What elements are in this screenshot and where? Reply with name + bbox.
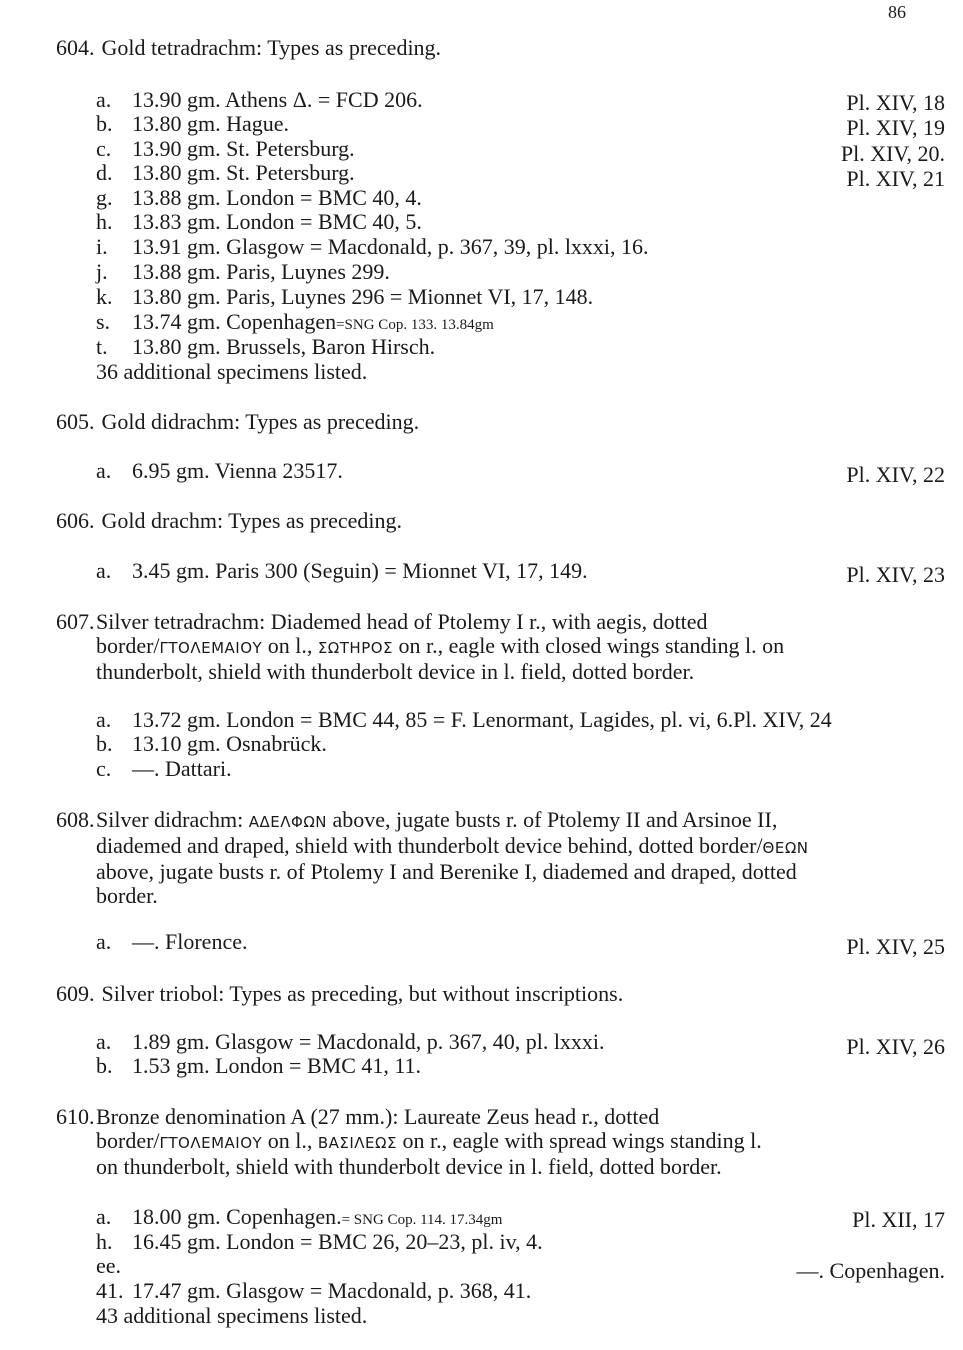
specimen-text: 17.47 gm. Glasgow = Macdonald, p. 368, 41.	[132, 1278, 532, 1303]
specimen-label: a.	[96, 707, 112, 732]
specimen-label: g.	[96, 185, 113, 210]
specimen-label: k.	[96, 284, 113, 309]
specimen-text: 13.80 gm. Hague.	[132, 111, 290, 136]
specimen	[96, 260, 390, 285]
specimen	[96, 112, 289, 137]
specimen-text: 1.89 gm. Glasgow = Macdonald, p. 367, 40, pl. lxxxi.	[132, 1029, 605, 1054]
specimen-label: h.	[96, 1229, 113, 1254]
specimen	[96, 335, 435, 360]
greek-inscription: ΑΔΕΛΦΩΝ	[248, 813, 328, 831]
entry-610-heading	[56, 1105, 96, 1129]
greek-inscription: ΣΩΤΗΡΟΣ	[317, 639, 394, 657]
specimen-label: 41.	[96, 1278, 124, 1303]
entry-610-description	[96, 1105, 956, 1179]
specimen	[96, 708, 832, 733]
specimen	[96, 1030, 605, 1055]
specimen-text: 13.72 gm. London = BMC 44, 85 = F. Lenormant, Lagides, pl. vi, 6.Pl. XIV, 24	[132, 707, 832, 732]
entry-607-heading	[56, 610, 96, 634]
entry-607-description	[96, 610, 956, 684]
description-line	[96, 1129, 956, 1155]
description-line: on thunderbolt, shield with thunderbolt device in l. field, dotted border.	[96, 1154, 722, 1179]
specimen-label: b.	[96, 731, 113, 756]
specimen-text: —. Dattari.	[132, 756, 232, 781]
specimen-note: =SNG Cop. 133. 13.84gm	[336, 317, 494, 333]
specimen-label: t.	[96, 334, 108, 359]
specimen-label: ee.	[96, 1253, 122, 1278]
specimen	[96, 88, 423, 113]
entry-604-heading	[56, 36, 441, 60]
specimen	[96, 161, 355, 186]
entry-number: 609.	[56, 981, 95, 1006]
specimen-label: b.	[96, 111, 113, 136]
specimen-text: 13.88 gm. Paris, Luynes 299.	[132, 259, 390, 284]
greek-inscription: ΓΤΟΛΕΜΑΙΟΥ	[159, 639, 263, 657]
specimen-text: 13.74 gm. Copenhagen	[132, 309, 337, 334]
specimen	[96, 459, 343, 484]
text: border/	[96, 633, 160, 658]
plate-ref: Pl. XIV, 22	[846, 462, 945, 487]
specimen-text: 13.90 gm. Athens Δ. = FCD 206.	[132, 87, 423, 112]
specimen-label: d.	[96, 160, 113, 185]
specimen-label: a.	[96, 929, 112, 954]
specimen-text: 13.10 gm. Osnabrück.	[132, 731, 327, 756]
specimen-label: s.	[96, 309, 111, 334]
plate-ref: Pl. XIV, 21	[846, 166, 945, 191]
specimen-text: 6.95 gm. Vienna 23517.	[132, 458, 343, 483]
text: Silver didrachm:	[96, 807, 249, 832]
entry-608-heading	[56, 808, 96, 832]
plate-ref: —. Copenhagen.	[796, 1258, 945, 1283]
plate-ref: Pl. XIV, 23	[846, 562, 945, 587]
specimen-text: 18.00 gm. Copenhagen.	[132, 1204, 342, 1229]
entry-title: Gold tetradrachm: Types as preceding.	[101, 35, 442, 60]
entry-number: 604.	[56, 35, 95, 60]
entry-title: Gold drachm: Types as preceding.	[101, 508, 402, 533]
specimen-text: 16.45 gm. London = BMC 26, 20–23, pl. iv, 4.	[132, 1229, 543, 1254]
specimen	[96, 1230, 543, 1255]
entry-number: 607.	[56, 609, 95, 634]
text: on l.,	[262, 1128, 318, 1153]
entry-605-heading	[56, 410, 419, 434]
specimen-note: = SNG Cop. 114. 17.34gm	[341, 1212, 503, 1228]
text: diademed and draped, shield with thunderbolt device behind, dotted border/	[96, 833, 763, 858]
specimen	[96, 210, 422, 235]
specimen	[96, 757, 232, 782]
specimen-text: 13.80 gm. Brussels, Baron Hirsch.	[132, 334, 436, 359]
specimen-label: h.	[96, 209, 113, 234]
additional-specimens: 36 additional specimens listed.	[96, 359, 368, 384]
specimen-label: a.	[96, 458, 112, 483]
plate-ref: Pl. XIV, 19	[846, 115, 945, 140]
text: on r., eagle with closed wings standing l. on	[393, 633, 785, 658]
specimen	[96, 732, 327, 757]
specimen-label: a.	[96, 1204, 112, 1229]
text: above, jugate busts r. of Ptolemy II and Arsinoe II,	[327, 807, 778, 832]
specimen	[96, 186, 422, 211]
description-line	[96, 634, 956, 660]
specimen-text: 13.91 gm. Glasgow = Macdonald, p. 367, 39, pl. lxxxi, 16.	[132, 234, 649, 259]
specimen-label: i.	[96, 234, 108, 259]
description-line: thunderbolt, shield with thunderbolt device in l. field, dotted border.	[96, 659, 695, 684]
entry-title: Gold didrachm: Types as preceding.	[101, 409, 420, 434]
specimen-label: a.	[96, 558, 112, 583]
specimen-text: —. Florence.	[132, 929, 248, 954]
text: on l.,	[262, 633, 318, 658]
greek-inscription: ΓΤΟΛΕΜΑΙΟΥ	[159, 1134, 263, 1152]
specimen-text: 13.88 gm. London = BMC 40, 4.	[132, 185, 422, 210]
description-line: above, jugate busts r. of Ptolemy I and Berenike I, diademed and draped, dotted	[96, 859, 797, 884]
greek-inscription: ΒΑΣΙΛΕΩΣ	[317, 1134, 397, 1152]
specimen-label: a.	[96, 87, 112, 112]
entry-title: Silver triobol: Types as preceding, but without inscriptions.	[101, 981, 624, 1006]
description-line	[96, 834, 956, 860]
entry-608-description	[96, 808, 956, 908]
specimen-text: 13.80 gm. Paris, Luynes 296 = Mionnet VI, 17, 148.	[132, 284, 594, 309]
specimen-text: 3.45 gm. Paris 300 (Seguin) = Mionnet VI, 17, 149.	[132, 558, 588, 583]
additional-specimens: 43 additional specimens listed.	[96, 1303, 368, 1328]
plate-ref: Pl. XIV, 20.	[840, 141, 945, 166]
specimen	[96, 137, 355, 162]
text: on r., eagle with spread wings standing l.	[396, 1128, 762, 1153]
specimen-text: 13.90 gm. St. Petersburg.	[132, 136, 355, 161]
specimen	[96, 235, 649, 260]
description-line	[96, 808, 956, 834]
specimen	[96, 285, 593, 310]
page-number: 86	[888, 2, 906, 22]
entry-number: 610.	[56, 1104, 95, 1129]
specimen-label: b.	[96, 1053, 113, 1078]
plate-ref: Pl. XIV, 18	[846, 90, 945, 115]
description-line: Bronze denomination A (27 mm.): Laureate Zeus head r., dotted	[96, 1104, 660, 1129]
plate-ref: Pl. XIV, 25	[846, 934, 945, 959]
specimen	[96, 559, 588, 584]
description-line: Silver tetradrachm: Diademed head of Ptolemy I r., with aegis, dotted	[96, 609, 708, 634]
specimen-text: 13.83 gm. London = BMC 40, 5.	[132, 209, 422, 234]
specimen	[96, 1279, 531, 1304]
specimen	[96, 1054, 421, 1079]
specimen-label: c.	[96, 756, 112, 781]
specimen-text: 13.80 gm. St. Petersburg.	[132, 160, 355, 185]
entry-606-heading	[56, 509, 402, 533]
greek-inscription: ΘΕΩΝ	[762, 839, 809, 857]
specimen-label: j.	[96, 259, 108, 284]
specimen	[96, 1254, 132, 1279]
plate-ref: Pl. XII, 17	[852, 1207, 945, 1232]
text: border/	[96, 1128, 160, 1153]
plate-ref: Pl. XIV, 26	[846, 1034, 945, 1059]
specimen-label: a.	[96, 1029, 112, 1054]
entry-609-heading	[56, 982, 623, 1006]
entry-number: 608.	[56, 807, 95, 832]
specimen-label: c.	[96, 136, 112, 161]
entry-number: 606.	[56, 508, 95, 533]
description-line: border.	[96, 883, 158, 908]
specimen-text: 1.53 gm. London = BMC 41, 11.	[132, 1053, 422, 1078]
specimen	[96, 930, 247, 955]
entry-number: 605.	[56, 409, 95, 434]
